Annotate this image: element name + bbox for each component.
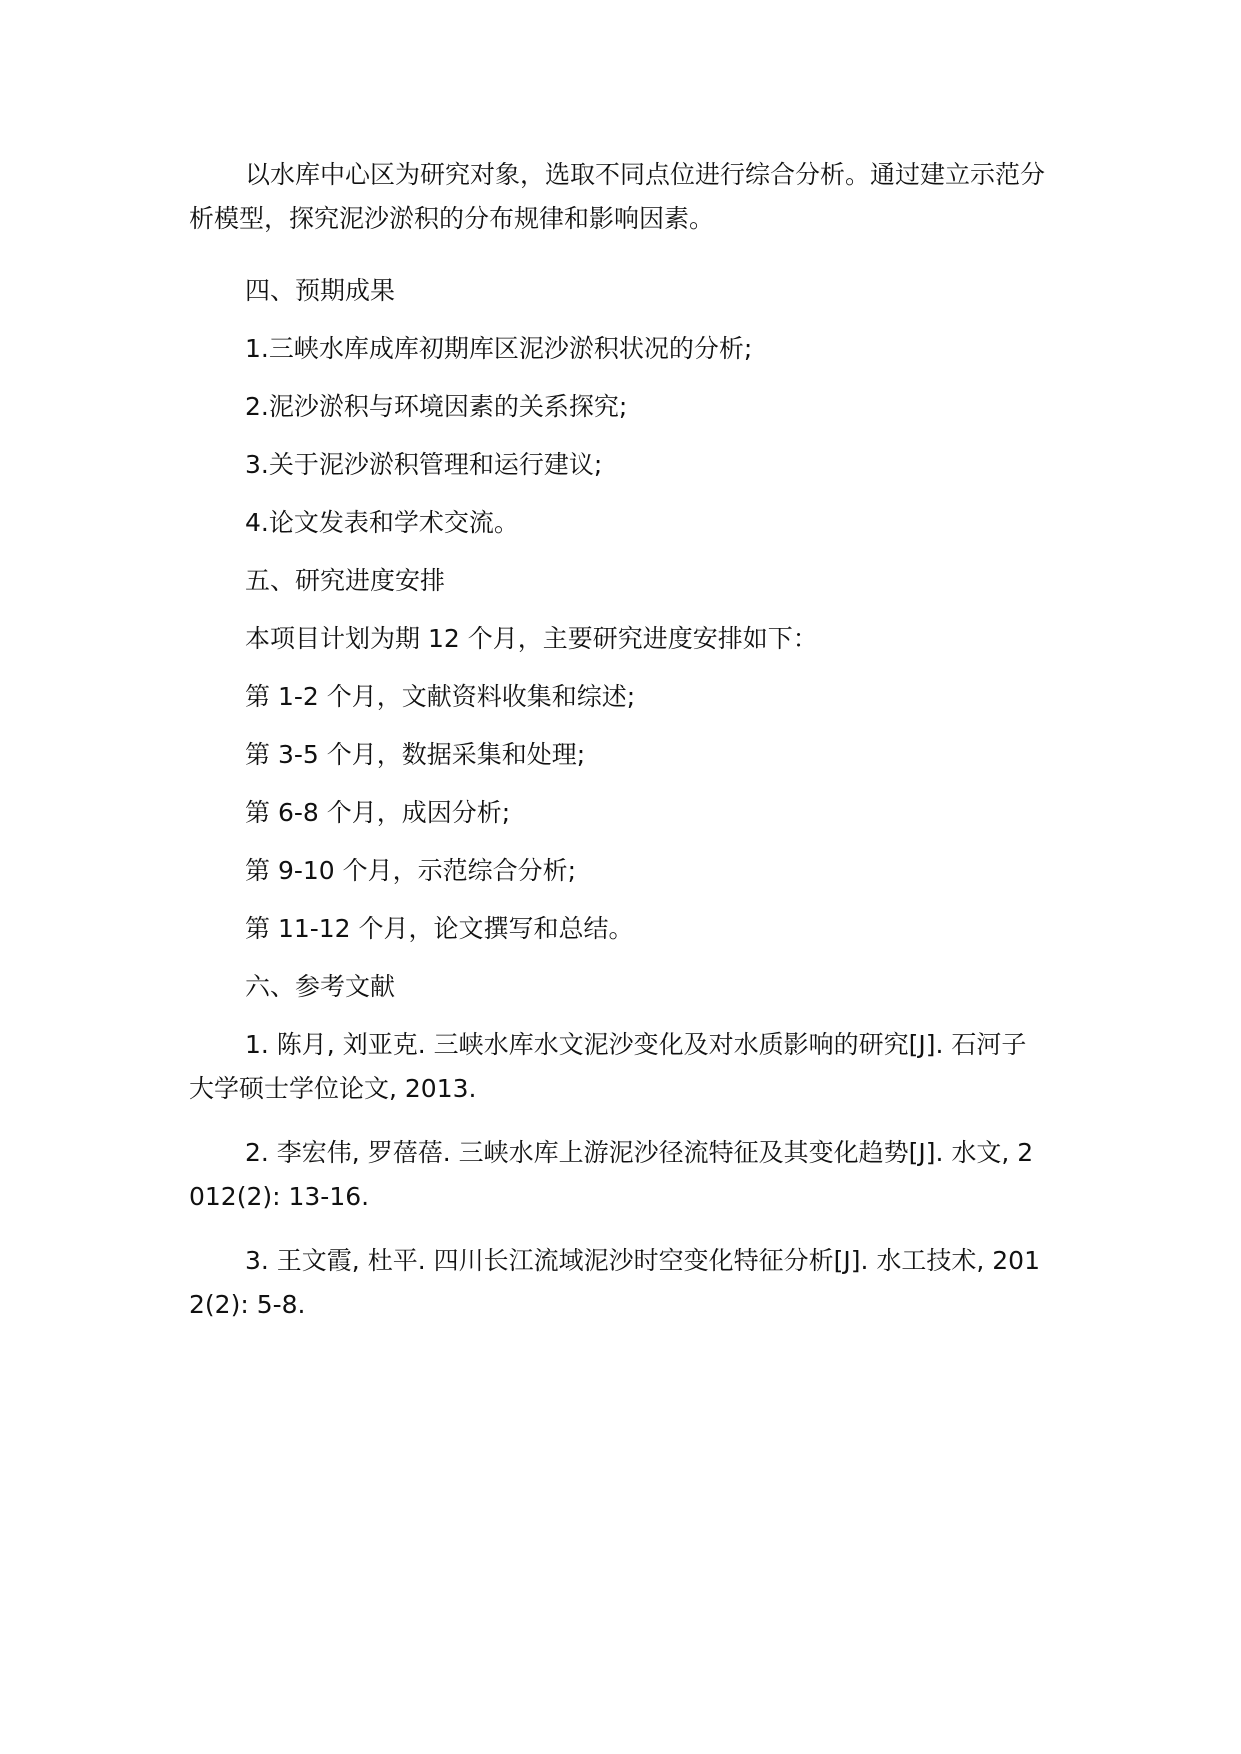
section-heading-5: 五、研究进度安排 bbox=[245, 566, 446, 595]
list-item: 1.三峡水库成库初期库区泥沙淤积状况的分析; bbox=[245, 334, 753, 363]
list-item: 第 3-5 个月，数据采集和处理; bbox=[245, 740, 586, 769]
reference-item: 2. 李宏伟, 罗蓓蓓. 三峡水库上游泥沙径流特征及其变化趋势[J]. 水文, 2012(2): 13-16. bbox=[189, 1138, 1034, 1211]
reference-item: 1. 陈月, 刘亚克. 三峡水库水文泥沙变化及对水质影响的研究[J]. 石河子大学硕士学位论文, 2013. bbox=[189, 1030, 1027, 1103]
reference-item: 3. 王文霞, 杜平. 四川长江流域泥沙时空变化特征分析[J]. 水工技术, 2012(2): 5-8. bbox=[189, 1246, 1040, 1319]
list-item: 3.关于泥沙淤积管理和运行建议; bbox=[245, 450, 603, 479]
section-heading-4: 四、预期成果 bbox=[245, 276, 396, 305]
list-item: 4.论文发表和学术交流。 bbox=[245, 508, 519, 537]
schedule-lead: 本项目计划为期 12 个月，主要研究进度安排如下： bbox=[245, 624, 818, 653]
list-item: 第 6-8 个月，成因分析; bbox=[245, 798, 511, 827]
list-item: 2.泥沙淤积与环境因素的关系探究; bbox=[245, 392, 628, 421]
section-heading-6: 六、参考文献 bbox=[245, 972, 396, 1001]
document-body bbox=[189, 153, 1049, 1347]
list-item: 第 9-10 个月，示范综合分析; bbox=[245, 856, 577, 885]
list-item: 第 1-2 个月，文献资料收集和综述; bbox=[245, 682, 636, 711]
intro-paragraph: 以水库中心区为研究对象，选取不同点位进行综合分析。通过建立示范分析模型，探究泥沙淤积的分布规律和影响因素。 bbox=[189, 160, 1046, 233]
list-item: 第 11-12 个月，论文撰写和总结。 bbox=[245, 914, 634, 943]
